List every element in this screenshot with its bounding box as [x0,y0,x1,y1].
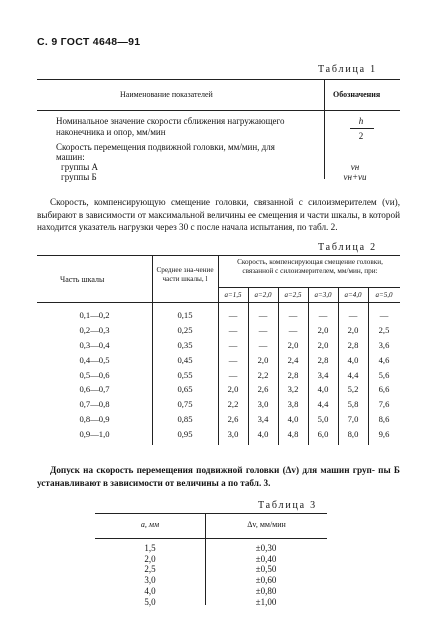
table2-mean-value: 0,95 [177,428,193,439]
table2-speed-cell: 2,0 [317,339,329,350]
table2-speed-cell: 3,2 [287,384,299,395]
table2-scale-part: 0,3—0,4 [79,339,110,350]
table3-row [95,554,327,565]
table2-caption: Таблица 2 [318,242,377,253]
table2-speed-cell: 2,8 [287,369,299,380]
table3-header-rule [95,538,327,539]
table2-a-header-5: a=4,0 [344,291,362,299]
table2-speed-cell: 4,0 [317,384,329,395]
table1-col-symbol: Обозначения [333,90,381,99]
table2-speed-cell: 4,0 [257,428,269,439]
table2-scale-part: 0,1—0,2 [79,310,110,321]
table2-mean-value: 0,55 [177,369,193,380]
table1-fraction-numerator: h [358,116,364,126]
table2-speed-cell: 4,6 [378,354,390,365]
table2-a-header-4: a=3,0 [314,291,332,299]
table1-group-a: группы А [61,162,99,172]
table2-row [37,382,400,397]
table2-speed-cell: 3,8 [287,399,299,410]
table2-speed-cell: 3,4 [317,369,329,380]
table2-mean-value: 0,15 [177,310,193,321]
table2-scale-part: 0,7—0,8 [79,399,110,410]
paragraph-1-line3: шкалы, в которой находится указатель нагрузки через 30 с после начала [37,209,401,232]
table2-speed-cell: 4,4 [317,399,329,410]
table2-speed-cell: 9,6 [378,428,390,439]
table3-body [95,543,327,607]
table2-speed-cell: — [288,310,298,321]
table2-speed-cell: — [258,339,268,350]
table1-col-name: Наименование показателей [120,90,213,99]
table3-dv-value: ±0,40 [255,553,277,564]
table2-speed-cell: — [228,369,238,380]
table2-speed-cell: — [258,310,268,321]
table3-col-a: a, мм [140,520,160,529]
table2-scale-part: 0,9—1,0 [79,428,110,439]
table3-a-value: 3,0 [144,575,156,586]
paragraph-2-line1: Допуск на скорость перемещения подвижной головки (Δv) для машин груп- [50,465,375,475]
table2-mean-value: 0,45 [177,354,193,365]
table1-row1-line2: наконечника и опор, мм/мин [56,127,166,137]
paragraph-1-line2: (vи), выбирают в зависимости от максимальной величины ее смещения и части [37,197,400,220]
page-header: С. 9 ГОСТ 4648—91 [37,36,141,48]
table2-row [37,338,400,353]
table2-speed-cell: 2,2 [227,399,239,410]
table2-speed-cell: 8,6 [378,413,390,424]
table1-row2-line1: Скорость перемещения подвижной головки, мм/мин, для [56,142,275,152]
table2-a-header-2: a=2,0 [254,291,272,299]
table2-scale-part: 0,2—0,3 [79,325,110,336]
table2-row [37,397,400,412]
table2-row [37,412,400,427]
table1-group-b-symbol: vн+vи [343,172,367,182]
table2-speed-cell: 4,8 [287,428,299,439]
paragraph-1-line1: Скорость, компенсирующую смещение головки, связанной с силоизмерителем [50,197,377,207]
table2-speed-cell: 5,0 [317,413,329,424]
table2-speed-cell: 2,8 [317,354,329,365]
table3-caption: Таблица 3 [258,500,317,511]
paragraph-1 [37,196,400,234]
table3-row [95,575,327,586]
table3-row [95,564,327,575]
table1-row2-line2: машин: [56,152,85,162]
table1-column-divider [324,79,325,179]
table2-speed-cell: 3,0 [257,399,269,410]
table2-speed-cell: — [228,339,238,350]
table1-top-rule [37,79,400,80]
table1-group-b: группы Б [61,172,97,182]
table2-speed-cell: — [228,310,238,321]
paragraph-1-line4: испытания, по табл. 2. [250,222,338,232]
table2-speed-cell: 7,6 [378,399,390,410]
paragraph-2-line2: пы Б устанавливают в зависимости от величины a по табл. 3. [37,465,400,488]
table3-a-value: 2,0 [144,553,156,564]
table2-speed-cell: 7,0 [347,413,359,424]
table2-speed-cell: 5,8 [347,399,359,410]
table2-scale-part: 0,5—0,6 [79,369,110,380]
table2-speed-cell: 4,0 [287,413,299,424]
table2-mean-value: 0,25 [177,325,193,336]
table2-mean-value: 0,85 [177,413,193,424]
table2-a-header-6: a=5,0 [375,291,393,299]
table2-speed-cell: 2,0 [317,325,329,336]
table3-dv-value: ±0,50 [255,564,277,575]
table2-speed-cell: 2,0 [227,384,239,395]
table2-scale-part: 0,4—0,5 [79,354,110,365]
table3-top-rule [95,513,327,514]
table3-a-value: 1,5 [144,543,156,553]
table2-speed-cell: 3,4 [257,413,269,424]
table2-row [37,323,400,338]
table2-speed-cell: 6,0 [317,428,329,439]
table2-speed-cell: 2,6 [257,384,269,395]
table2-speed-cell: 5,2 [347,384,359,395]
table2-row [37,308,400,323]
paragraph-2 [37,464,400,489]
table2-scale-part: 0,6—0,7 [79,384,110,395]
table2-body [37,308,400,441]
table2-speed-cell: — [379,310,389,321]
table2-scale-part: 0,8—0,9 [79,413,110,424]
table2-subheader-rule [218,287,400,288]
table1-fraction-denominator: 2 [358,131,364,141]
table1-row1-line1: Номинальное значение скорости сближения нагружающего [56,116,285,126]
table3-dv-value: ±0,80 [255,585,277,596]
table2-col-mean: Среднее зна-чение части шкалы, l [156,266,214,283]
table3-a-value: 2,5 [144,564,156,575]
table2-speed-cell: 2,4 [287,354,299,365]
table2-row [37,367,400,382]
table2-speed-cell: 3,0 [227,428,239,439]
table3-a-value: 4,0 [144,585,156,596]
table3-col-dv: Δv, мм/мин [247,520,286,529]
table2-col-speed: Скорость, компенсирующая смещение головки, связанной с силоизмерителем, мм/мин, при: [237,258,383,275]
table3-a-value: 5,0 [144,596,156,607]
table2-speed-cell: — [348,310,358,321]
table3-row [95,586,327,597]
table2-speed-cell: 2,5 [378,325,390,336]
table2-speed-cell: 2,8 [347,339,359,350]
table2-col-scale: Часть шкалы [60,275,105,284]
table2-a-header-1: a=1,5 [224,291,242,299]
table3-dv-value: ±0,60 [255,575,277,586]
table1-group-a-symbol: vн [350,162,360,172]
table3-row [95,597,327,608]
table2-mean-value: 0,35 [177,339,193,350]
table2-a-header-3: a=2,5 [284,291,302,299]
table1-caption: Таблица 1 [318,64,377,75]
table2-speed-cell: 5,6 [378,369,390,380]
table2-speed-cell: 4,4 [347,369,359,380]
table2-speed-cell: — [318,310,328,321]
table2-speed-cell: — [228,354,238,365]
table2-speed-cell: 8,0 [347,428,359,439]
table2-speed-cell: 2,6 [227,413,239,424]
table1-header-rule [37,110,400,111]
table2-speed-cell: 3,6 [378,339,390,350]
table2-speed-cell: — [258,325,268,336]
table2-row [37,352,400,367]
table2-speed-cell: 2,0 [257,354,269,365]
table2-row [37,426,400,441]
table2-speed-cell: — [288,325,298,336]
table2-speed-cell: 6,6 [378,384,390,395]
table3-dv-value: ±0,30 [255,543,277,553]
table2-speed-cell: 2,0 [287,339,299,350]
table2-speed-cell: 2,0 [347,325,359,336]
table3-dv-value: ±1,00 [255,596,277,607]
table2-speed-cell: — [228,325,238,336]
table2-mean-value: 0,65 [177,384,193,395]
table2-speed-cell: 2,2 [257,369,269,380]
table2-speed-cell: 4,0 [347,354,359,365]
table3-row [95,543,327,554]
table1-fraction-bar [350,128,374,129]
table2-mean-value: 0,75 [177,399,193,410]
